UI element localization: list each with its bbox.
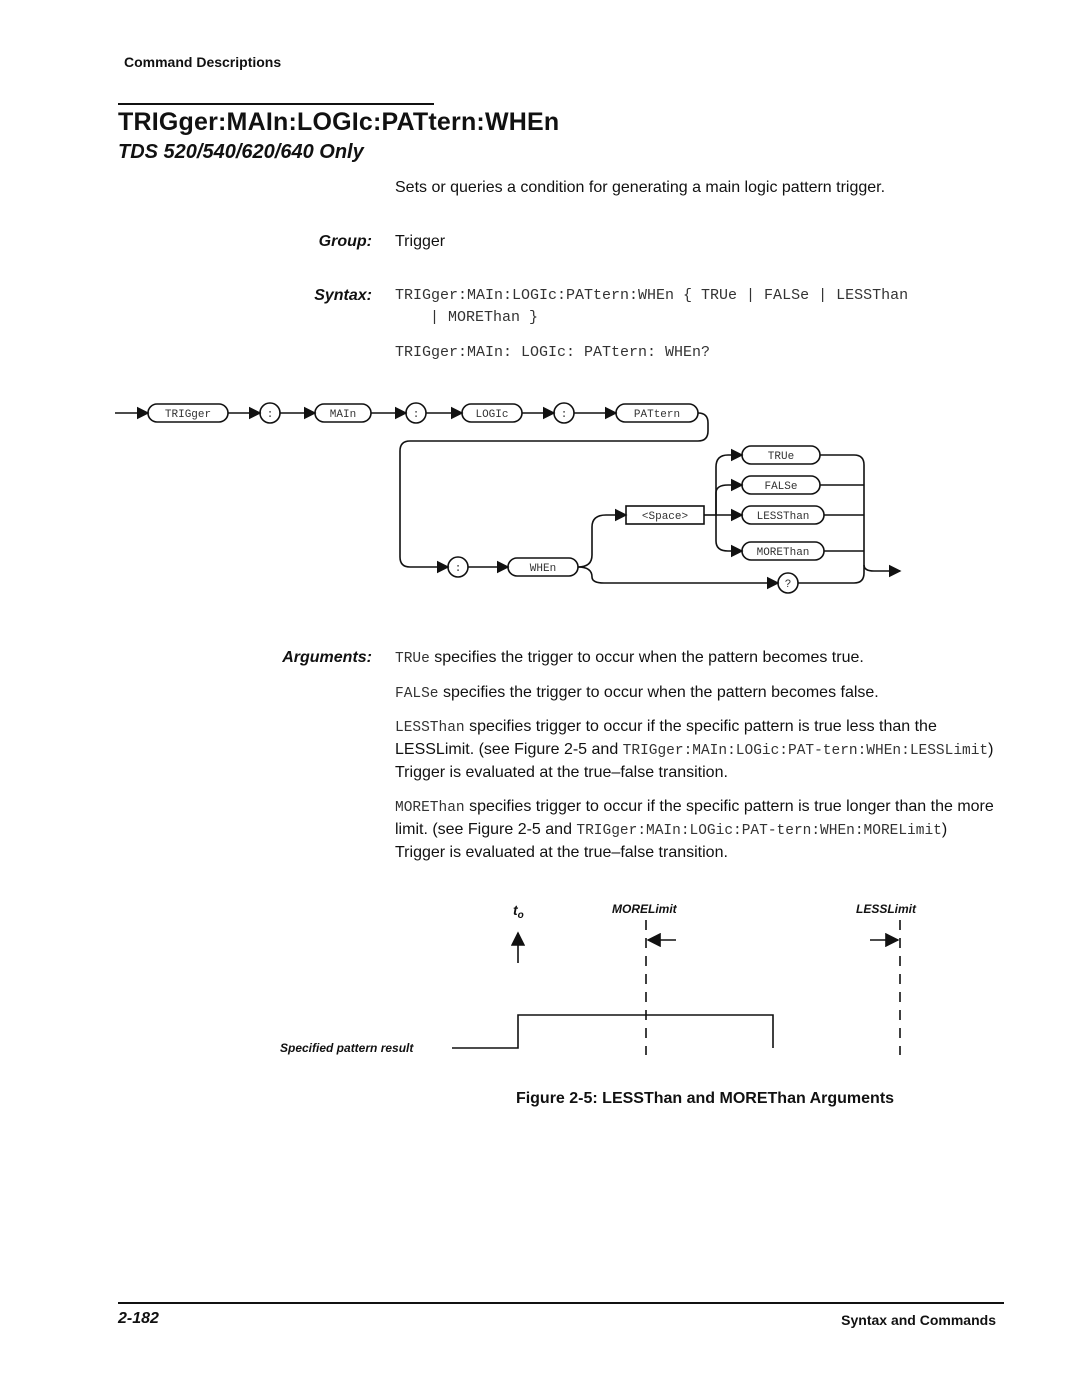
- argument-reference: TRIGger:MAIn:LOGic:PAT-tern:WHEn:LESSLimit: [622, 743, 989, 759]
- page-title: TRIGger:MAIn:LOGIc:PATtern:WHEn: [118, 108, 560, 136]
- argument-morethan: [395, 796, 995, 864]
- rail-node-space: <Space>: [641, 511, 689, 523]
- rail-node-logic: LOGIc: [475, 409, 509, 421]
- rail-option-false: FALSe: [764, 481, 798, 493]
- timing-figure: [270, 895, 960, 1070]
- argument-true: [395, 647, 995, 670]
- syntax-line-1: TRIGger:MAIn:LOGIc:PATtern:WHEn { TRUe | FALSe | LESSThan: [395, 287, 909, 304]
- argument-text: ) Trigger is evaluated at the true–false transition.: [395, 741, 994, 781]
- syntax-line-2: | MOREThan }: [430, 309, 539, 326]
- argument-text: specifies the trigger to occur when the pattern becomes true.: [429, 649, 864, 666]
- syntax-query: TRIGger:MAIn: LOGIc: PATtern: WHEn?: [395, 344, 711, 361]
- rail-option-morethan: MOREThan: [756, 547, 810, 559]
- argument-false: [395, 682, 995, 705]
- argument-keyword: MOREThan: [395, 800, 465, 816]
- t0-label: $t_o$: [513, 902, 524, 921]
- running-header: Command Descriptions: [124, 54, 282, 70]
- arguments-label: Arguments:: [282, 649, 372, 666]
- argument-text: specifies trigger to occur if the specific pattern is true longer than the more limit. (see Figure 2-5 and: [395, 798, 994, 838]
- figure-caption: Figure 2-5: LESSThan and MOREThan Arguments: [515, 1090, 895, 1107]
- rail-node-trigger: TRIGger: [164, 409, 212, 421]
- group-value: Trigger: [395, 233, 446, 250]
- rail-node-main: MAIn: [329, 409, 357, 421]
- argument-text: ) Trigger is evaluated at the true–false transition.: [395, 821, 948, 861]
- rail-colon-4: :: [454, 563, 462, 575]
- title-rule: [118, 103, 434, 105]
- footer-section: Syntax and Commands: [841, 1312, 996, 1328]
- argument-keyword: FALSe: [395, 686, 439, 702]
- syntax-diagram: [110, 395, 930, 605]
- syntax-label: Syntax:: [314, 287, 372, 304]
- argument-keyword: TRUe: [395, 651, 430, 667]
- rail-option-true: TRUe: [767, 451, 795, 463]
- page-subtitle: TDS 520/540/620/640 Only: [118, 141, 364, 163]
- argument-text: specifies trigger to occur if the specific pattern is true less than the LESSLimit. (see Figure 2-5 and: [395, 718, 937, 758]
- rail-node-when: WHEn: [529, 563, 557, 575]
- rail-node-pattern: PATtern: [633, 409, 681, 421]
- morelimit-label: MORELimit: [612, 902, 677, 916]
- rail-colon-1: :: [266, 409, 274, 421]
- pattern-result-label: Specified pattern result: [280, 1041, 414, 1055]
- lesslimit-label: LESSLimit: [856, 902, 917, 916]
- argument-keyword: LESSThan: [395, 720, 465, 736]
- rail-colon-2: :: [412, 409, 420, 421]
- footer-rule: [118, 1302, 1004, 1304]
- group-label: Group:: [318, 233, 372, 250]
- page-number: 2-182: [118, 1310, 159, 1327]
- rail-option-lessthan: LESSThan: [756, 511, 810, 523]
- command-description: Sets or queries a condition for generating a main logic pattern trigger.: [395, 179, 886, 196]
- rail-query: ?: [784, 579, 792, 591]
- rail-colon-3: :: [560, 409, 568, 421]
- argument-lessthan: [395, 716, 995, 784]
- argument-text: specifies the trigger to occur when the pattern becomes false.: [438, 684, 879, 701]
- argument-reference: TRIGger:MAIn:LOGic:PAT-tern:WHEn:MORELimit: [576, 823, 942, 839]
